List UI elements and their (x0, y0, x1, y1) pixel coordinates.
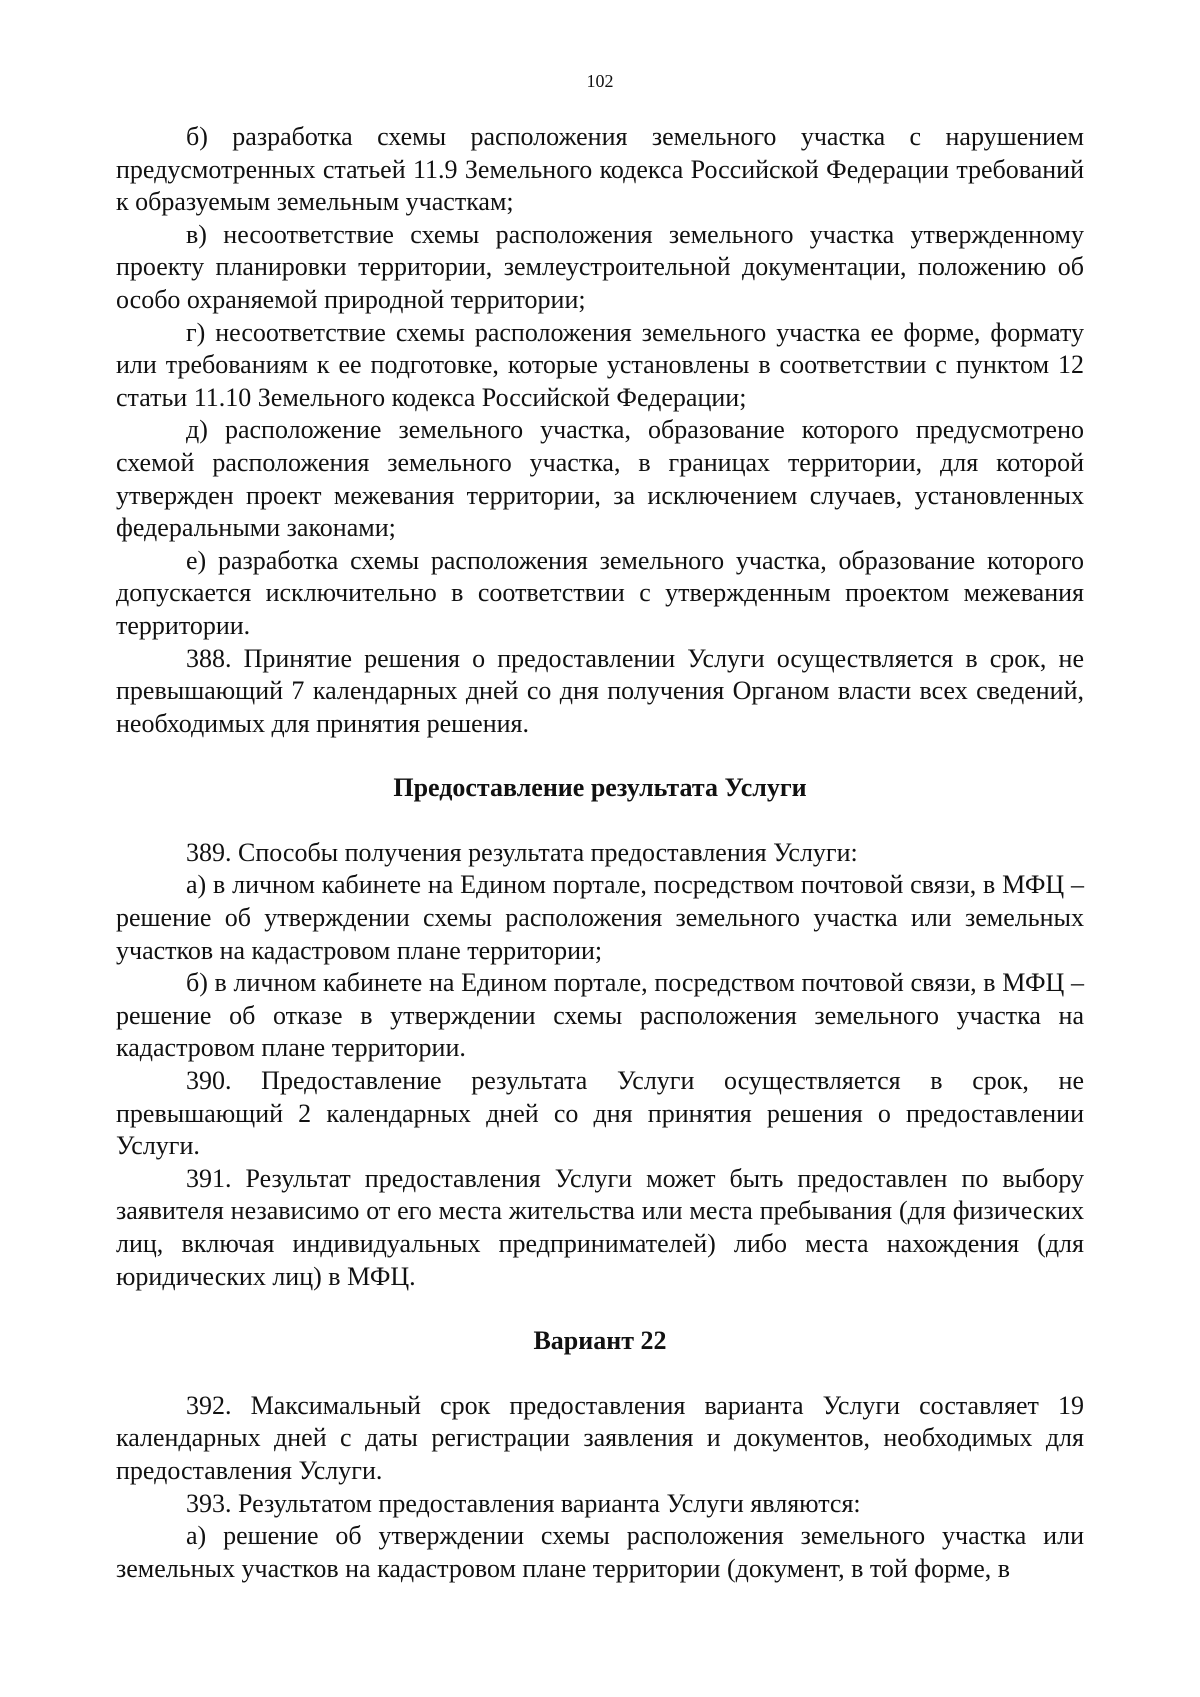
paragraph-b-scheme-violation: б) разработка схемы расположения земельного участка с нарушением предусмотренных статьей 11.9 Земельного кодекса Российской Федерации требований к образуемым земельным участкам; (116, 122, 1084, 217)
paragraph-e-scheme-development: е) разработка схемы расположения земельного участка, образование которого допускается исключительно в соответствии с утвержденным проектом межевания территории. (116, 545, 1084, 640)
page-number: 102 (586, 71, 614, 91)
paragraph-389: 389. Способы получения результата предоставления Услуги: (186, 837, 858, 867)
section-spacer (116, 1293, 1084, 1325)
paragraph-391: 391. Результат предоставления Услуги может быть предоставлен по выбору заявителя независимо от его места жительства или места пребывания (для физических лиц, включая индивидуальных предпринимателей) либо места нахождения (для юридических лиц) в МФЦ. (116, 1163, 1084, 1291)
paragraph-390: 390. Предоставление результата Услуги осуществляется в срок, не превышающий 2 календарных дней со дня принятия решения о предоставлении Услуги. (116, 1066, 1084, 1161)
section-spacer (116, 740, 1084, 772)
paragraph-389-b: б) в личном кабинете на Едином портале, посредством почтовой связи, в МФЦ – решение об отказе в утверждении схемы расположения земельного участка на кадастровом плане территории. (116, 968, 1084, 1063)
document-body (116, 121, 1084, 1585)
paragraph-d-location-in-survey-area: д) расположение земельного участка, образование которого предусмотрено схемой расположения земельного участка, в границах территории, для которой утвержден проект межевания территории, за исключением случаев, установленных федеральными законами; (116, 415, 1084, 543)
section-heading-result-provision: Предоставление результата Услуги (393, 773, 807, 803)
section-spacer (116, 805, 1084, 837)
paragraph-392: 392. Максимальный срок предоставления варианта Услуги составляет 19 календарных дней с даты регистрации заявления и документов, необходимых для предоставления Услуги. (116, 1390, 1084, 1485)
paragraph-388: 388. Принятие решения о предоставлении Услуги осуществляется в срок, не превышающий 7 календарных дней со дня получения Органом власти всех сведений, необходимых для принятия решения. (116, 643, 1084, 738)
section-spacer (116, 1358, 1084, 1390)
paragraph-g-mismatch-format: г) несоответствие схемы расположения земельного участка ее форме, формату или требованиям к ее подготовке, которые установлены в соответствии с пунктом 12 статьи 11.10 Земельного кодекса Российской Федерации; (116, 317, 1084, 412)
paragraph-393: 393. Результатом предоставления варианта Услуги являются: (186, 1488, 861, 1518)
paragraph-389-a: а) в личном кабинете на Едином портале, посредством почтовой связи, в МФЦ – решение об утверждении схемы расположения земельного участка или земельных участков на кадастровом плане территории; (116, 870, 1084, 965)
section-heading-variant-22: Вариант 22 (533, 1326, 667, 1356)
paragraph-v-mismatch-project: в) несоответствие схемы расположения земельного участка утвержденному проекту планировки территории, землеустроительной документации, положению об особо охраняемой природной территории; (116, 219, 1084, 314)
paragraph-393-a: а) решение об утверждении схемы расположения земельного участка или земельных участков на кадастровом плане территории (документ, в той форме, в (116, 1521, 1084, 1583)
